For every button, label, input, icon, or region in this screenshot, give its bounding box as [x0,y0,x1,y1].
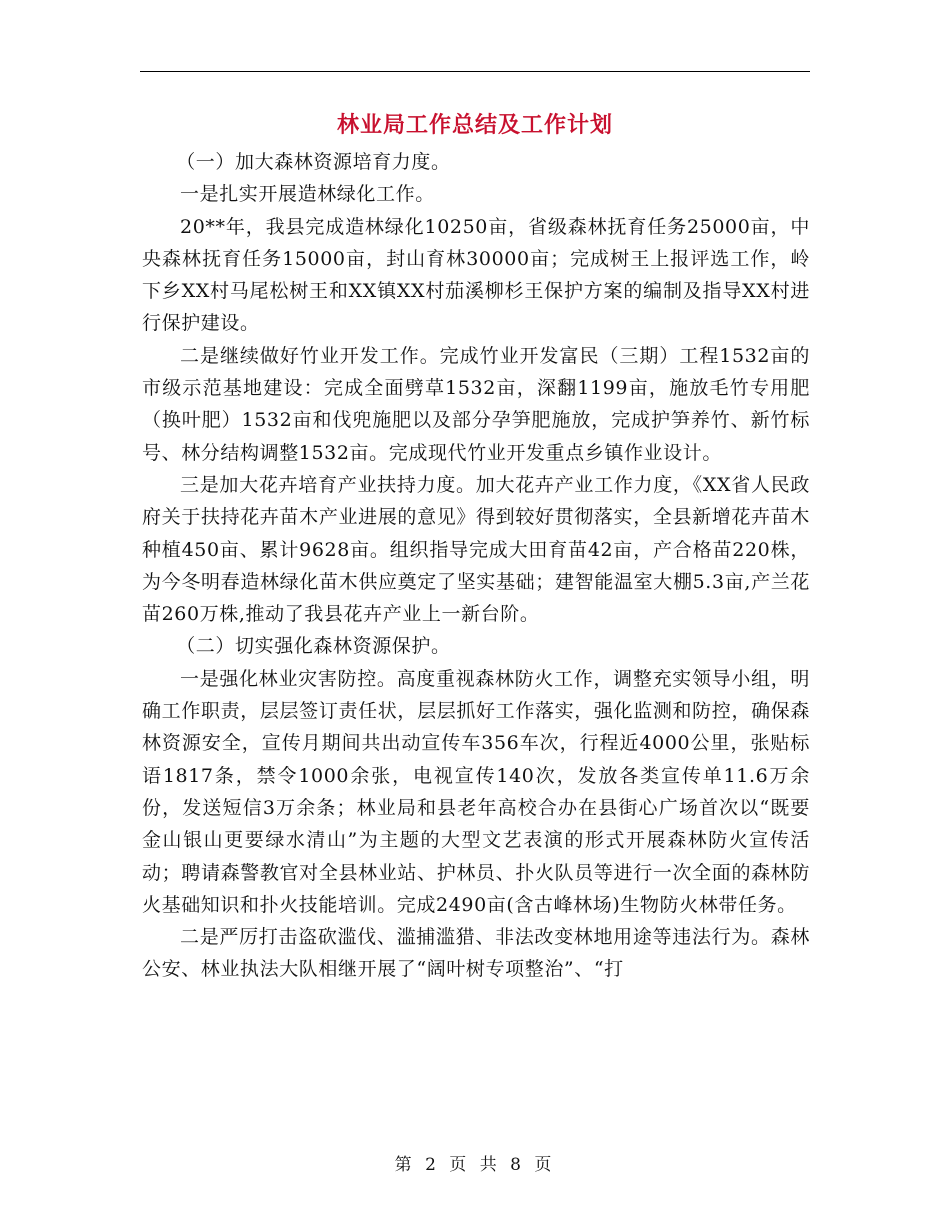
paragraph-law-enforcement: 二是严厉打击盗砍滥伐、滥捕滥猎、非法改变林地用途等违法行为。森林公安、林业执法大队相继开展了“阔叶树专项整治”、“打 [142,926,810,981]
page-number: 第 2 页 共 8 页 [394,1155,556,1175]
paragraph-flower-industry: 三是加大花卉培育产业扶持力度。加大花卉产业工作力度，《XX省人民政府关于扶持花卉苗木产业进展的意见》得到较好贯彻落实，全县新增花卉苗木种植450亩、累计9628亩。组织指导完成大田育苗42亩，产合格苗220株，为今冬明春造林绿化苗木供应奠定了坚实基础；建智能温室大棚5.3亩,产兰花苗260万株,推动了我县花卉产业上一新台阶。 [142,473,810,626]
header-rule [140,71,810,72]
paragraph-disaster-prevention: 一是强化林业灾害防控。高度重视森林防火工作，调整充实领导小组，明确工作职责，层层签订责任状，层层抓好工作落实，强化监测和防控，确保森林资源安全，宣传月期间共出动宣传车356车次，行程近4000公里，张贴标语1817条，禁令1000余张，电视宣传140次，发放各类宣传单11.6万余份，发送短信3万余条；林业局和县老年高校合办在县街心广场首次以“既要金山银山更要绿水清山”为主题的大型文艺表演的形式开展森林防火宣传活动；聘请森警教官对全县林业站、护林员、扑火队员等进行一次全面的森林防火基础知识和扑火技能培训。完成2490亩(含古峰林场)生物防火林带任务。 [142,667,810,916]
document-title: 林业局工作总结及工作计划 [336,113,613,138]
paragraph-afforestation-details: 20**年，我县完成造林绿化10250亩，省级森林抚育任务25000亩，中央森林抚育任务15000亩，封山育林30000亩；完成树王上报评选工作，岭下乡XX村马尾松树王和XX镇XX村茄溪柳杉王保护方案的编制及指导XX村进行保护建设。 [142,215,810,335]
section-heading-1: （一）加大森林资源培育力度。 [176,151,451,173]
paragraph-bamboo-development: 二是继续做好竹业开发工作。完成竹业开发富民（三期）工程1532亩的市级示范基地建设：完成全面劈草1532亩，深翻1199亩，施放毛竹专用肥（换叶肥）1532亩和伐兜施肥以及部分孕笋肥施放，完成护笋养竹、新竹标号、林分结构调整1532亩。完成现代竹业开发重点乡镇作业设计。 [142,344,810,464]
paragraph-afforestation-heading: 一是扎实开展造林绿化工作。 [180,183,435,206]
section-heading-2: （二）切实强化森林资源保护。 [176,635,451,658]
document-body [142,146,810,986]
